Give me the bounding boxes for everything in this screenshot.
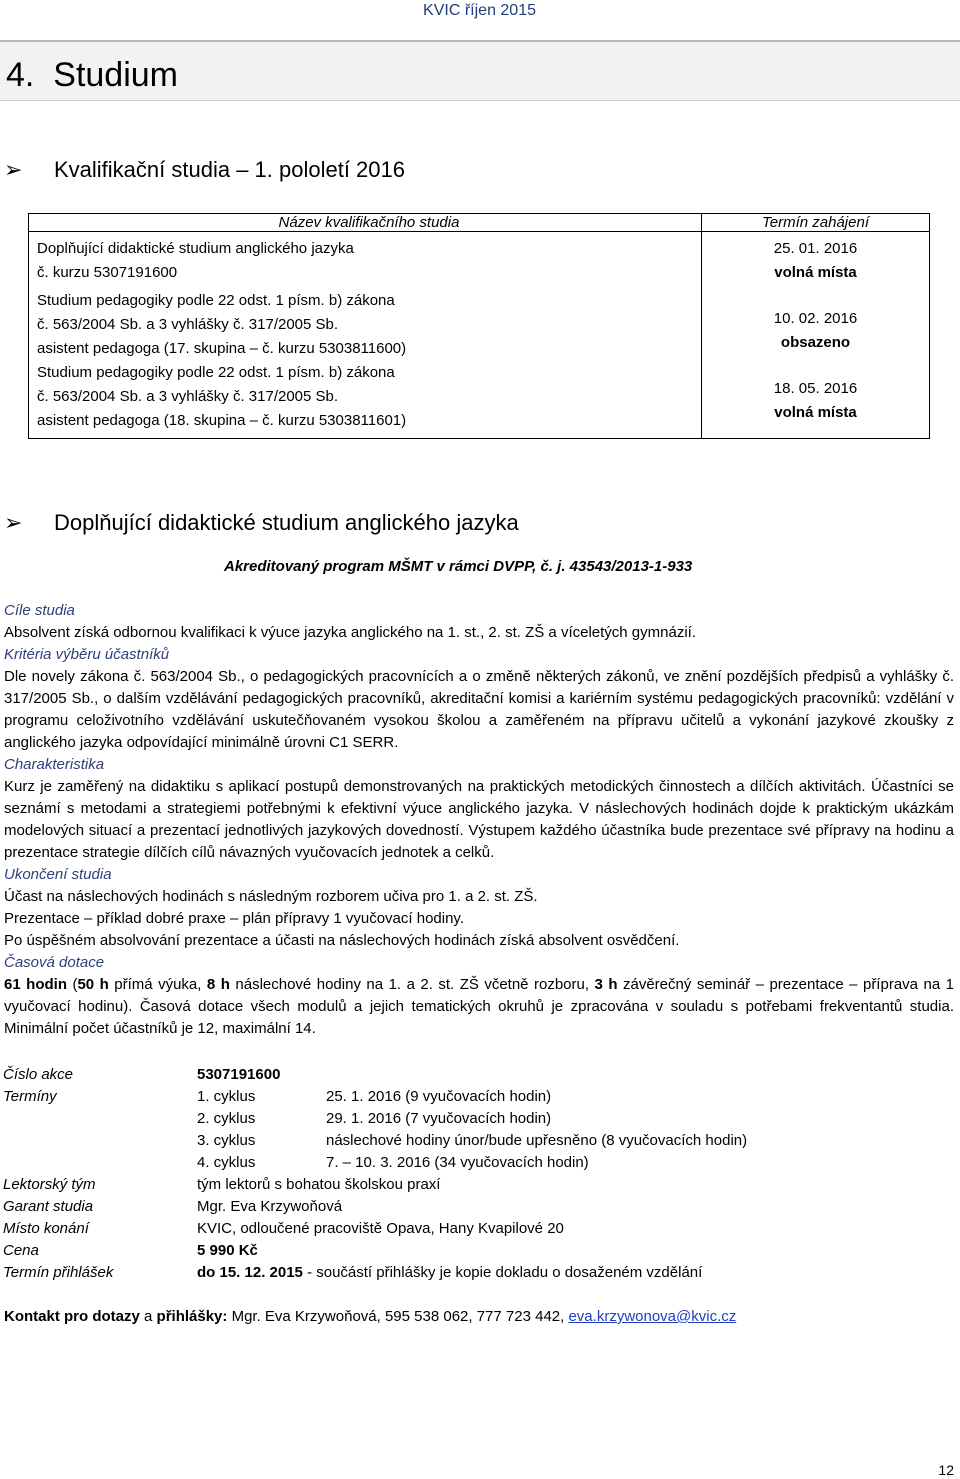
qualification-heading [4,157,405,183]
price-value: 5 990 Kč [197,1242,258,1259]
venue-value: KVIC, odloučené pracoviště Opava, Hany Kvapilové 20 [197,1220,564,1237]
lecturers-label: Lektorský tým [3,1176,96,1193]
row1-line1: Doplňující didaktické studium anglického jazyka [37,240,354,257]
price-label: Cena [3,1242,39,1259]
page-number: 12 [938,1462,954,1478]
row1-date: 25. 01. 2016 [773,240,858,257]
cycle-date: 25. 1. 2016 (9 vyučovacích hodin) [326,1088,552,1105]
event-number-value: 5307191600 [197,1066,281,1083]
characteristics-text: Kurz je zaměřený na didaktiku s aplikací postupů demonstrovaných na praktických metodických činnostech a dílčích aktivitách. Účastníci se seznámí s metodami a strategiemi potřebnými k efektivní výuce anglického jazyka. V náslechových hodinách dojde k praktickým ukázkám modelových situací a prezentací jednotlivých jazykových dovedností. Výstupem každého účastníka bude prezentace své přípravy na hodinu a prezentace strategie dílčích cílů návazných vyučovacích jednotek a celků. [4,778,954,861]
goals-text: Absolvent získá odbornou kvalifikaci k výuce jazyka anglického na 1. st., 2. st. ZŠ a víceletých gymnázií. [4,624,696,641]
section-title: Studium [53,56,178,94]
venue-label: Místo konání [3,1220,89,1237]
characteristics-label: Charakteristika [4,756,105,773]
row2-line3: asistent pedagoga (17. skupina – č. kurzu 5303811600) [37,340,407,357]
time-allocation-text: 61 hodin (50 h přímá výuka, 8 h náslechové hodiny na 1. a 2. st. ZŠ včetně rozboru, 3 h závěrečný seminář – prezentace – příprava na 1 vyučovací hodinu). Časová dotace všech modulů a jejich tematických okruhů je zpracována v souladu s potřebami frekventantů studia. Minimální počet účastníků je 12, maximální 14. [4,976,954,1037]
cycle-name: 1. cyklus [197,1088,256,1105]
row3-line2: č. 563/2004 Sb. a 3 vyhlášky č. 317/2005 Sb. [37,388,339,405]
row3-date: 18. 05. 2016 [773,380,858,397]
hours-observation: 8 h [206,976,230,993]
completion-line-1: Účast na náslechových hodinách s následným rozborem učiva pro 1. a 2. st. ZŠ. [4,888,538,905]
email-link[interactable]: eva.krzywonova@kvic.cz [568,1308,737,1325]
arrow-bullet-icon: ➢ [4,157,23,182]
arrow-bullet-icon: ➢ [4,510,23,535]
time-allocation-label: Časová dotace [4,954,105,971]
row3-status: volná místa [774,404,857,421]
dates-label: Termíny [3,1088,57,1105]
cycle-name: 3. cyklus [197,1132,256,1149]
course-heading [4,510,519,536]
criteria-text: Dle novely zákona č. 563/2004 Sb., o pedagogických pracovnících a o změně některých zákonů, ve znění pozdějších předpisů a vyhlášky č. 317/2005 Sb., o dalším vzdělávání pedagogických pracovníků, akreditační komisi a kariérním systému pedagogických pracovníků: vzdělání v programu celoživotního vzdělávání uskutečňovaném vysokou školou a zaměřeném na přípravu učitelů a vykonání jazykové zkoušky z anglického jazyka odpovídající minimálně úrovni C1 SERR. [4,668,954,751]
hours-direct: 50 h [77,976,109,993]
col-name-header: Název kvalifikačního studia [29,214,702,232]
cycle-name: 2. cyklus [197,1110,256,1127]
row1-line2: č. kurzu 5307191600 [37,264,178,281]
course-info-table [3,1066,747,1286]
criteria-label: Kritéria výběru účastníků [4,646,170,663]
cycle-date: náslechové hodiny únor/bude upřesněno (8 vyučovacích hodin) [326,1132,748,1149]
row2-line1: Studium pedagogiky podle 22 odst. 1 písm. b) zákona [37,292,395,309]
hours-seminar: 3 h [594,976,618,993]
row1-status: volná místa [774,264,857,281]
table-row-name [29,232,702,439]
lecturers-value: tým lektorů s bohatou školskou praxí [197,1176,441,1193]
section-heading [6,56,178,95]
contact-line: Kontakt pro dotazy a přihlášky: Mgr. Eva Krzywoňová, 595 538 062, 777 723 442, eva.krzywonova@kvic.cz [4,1308,737,1325]
cycle-name: 4. cyklus [197,1154,256,1171]
hours-total: 61 hodin [4,976,67,993]
accreditation-line: Akreditovaný program MŠMT v rámci DVPP, č. j. 43543/2013-1-933 [224,558,693,575]
doc-header-title: KVIC říjen 2015 [423,2,536,19]
row3-line1: Studium pedagogiky podle 22 odst. 1 písm. b) zákona [37,364,395,381]
row2-date: 10. 02. 2016 [773,310,858,327]
application-deadline-value: do 15. 12. 2015 - součástí přihlášky je kopie dokladu o dosaženém vzdělání [197,1264,703,1281]
course-heading-text: Doplňující didaktické studium anglického jazyka [54,510,519,535]
qualification-heading-text: Kvalifikační studia – 1. pololetí 2016 [54,157,406,182]
col-date-header: Termín zahájení [702,214,930,232]
cycle-date: 29. 1. 2016 (7 vyučovacích hodin) [326,1110,552,1127]
goals-label: Cíle studia [4,602,75,619]
table-row-dates [702,232,930,439]
section-number: 4. [6,56,35,94]
guarantor-value: Mgr. Eva Krzywoňová [197,1198,343,1215]
event-number-label: Číslo akce [3,1066,74,1083]
row2-status: obsazeno [780,334,851,351]
application-deadline-label: Termín přihlášek [3,1264,114,1281]
row2-line2: č. 563/2004 Sb. a 3 vyhlášky č. 317/2005 Sb. [37,316,339,333]
row3-line3: asistent pedagoga (18. skupina – č. kurzu 5303811601) [37,412,407,429]
completion-line-3: Po úspěšném absolvování prezentace a účasti na náslechových hodinách získá absolvent osvědčení. [4,932,680,949]
guarantor-label: Garant studia [3,1198,94,1215]
completion-line-2: Prezentace – příklad dobré praxe – plán přípravy 1 vyučovací hodiny. [4,910,464,927]
cycle-date: 7. – 10. 3. 2016 (34 vyučovacích hodin) [326,1154,589,1171]
course-description [4,600,954,1040]
completion-label: Ukončení studia [4,866,112,883]
qualification-table [28,213,930,439]
